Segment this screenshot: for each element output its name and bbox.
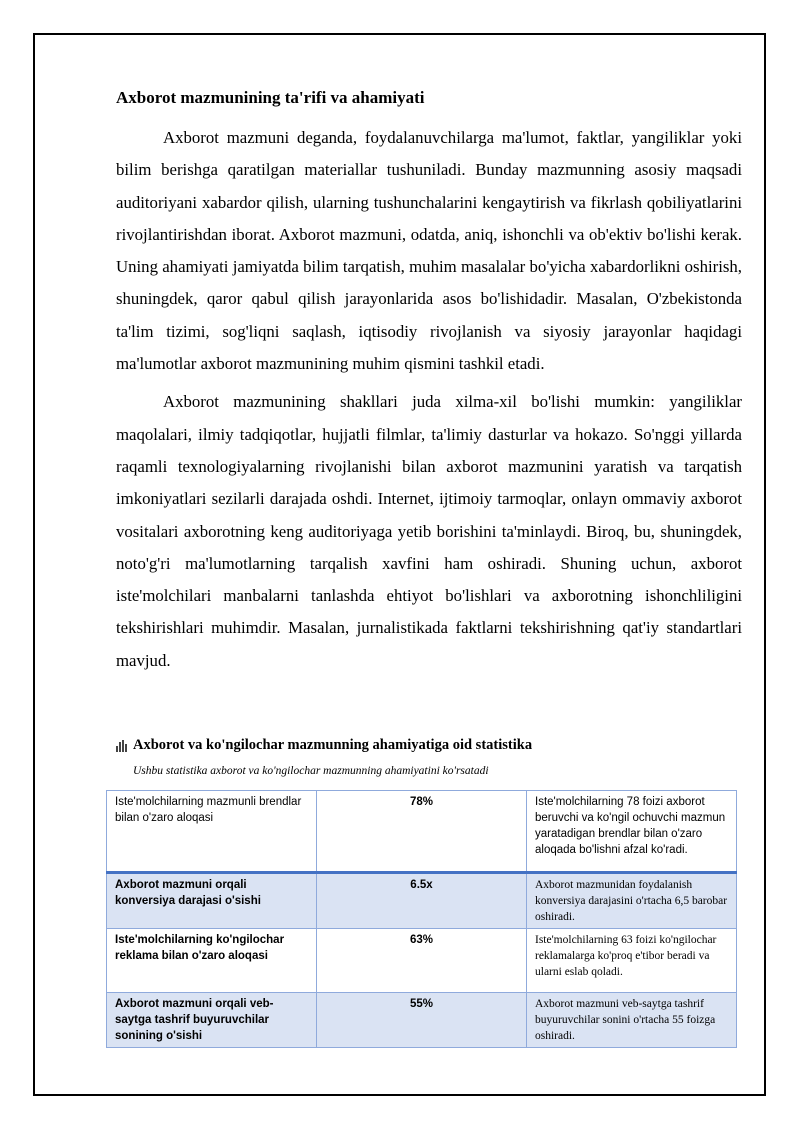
statistics-heading — [116, 737, 532, 754]
stat-value: 6.5x — [317, 873, 527, 929]
statistics-subtitle: Ushbu statistika axborot va ko'ngilochar mazmunning ahamiyatini ko'rsatadi — [133, 765, 489, 777]
section-title: Axborot mazmunining ta'rifi va ahamiyati — [116, 88, 425, 107]
paragraph-2: Axborot mazmunining shakllari juda xilma-xil bo'lishi mumkin: yangiliklar maqolalari, ilmiy tadqiqotlar, hujjatli filmlar, ta'limiy dasturlar va hokazo. So'nggi yillarda raqamli texnologiyalarning rivojlanishi bilan axborot mazmunini yaratish va tarqatish imkoniyatlari sezilarli darajada oshdi. Internet, ijtimoiy tarmoqlar, onlayn ommaviy axborot vositalari axborotning keng auditoriyaga yetib borishini ta'minlaydi. Biroq, bu, shuningdek, noto'g'ri ma'lumotlarning tarqalish xavfini ham oshiradi. Shuning uchun, axborot iste'molchilari manbalarni tanlashda ehtiyot bo'lishlari va axborotning ishonchliligini tekshirishlari muhimdir. Masalan, jurnalistikada faktlarni tekshirishning qat'iy standartlari mavjud. — [116, 392, 742, 670]
stat-value: 55% — [317, 993, 527, 1048]
bar-chart-icon — [116, 740, 127, 752]
document-body — [116, 86, 742, 683]
table-row — [107, 993, 737, 1048]
paragraph-1: Axborot mazmuni deganda, foydalanuvchilarga ma'lumot, faktlar, yangiliklar yoki bilim berishga qaratilgan materiallar tushuniladi. Bunday mazmunning asosiy maqsadi auditoriyani xabardor qilish, ularning tushunchalarini kengaytirish va fikrlash qobiliyatlarini rivojlantirishdan iborat. Axborot mazmuni, odatda, aniq, ishonchli va ob'ektiv bo'lishi kerak. Uning ahamiyati jamiyatda bilim tarqatish, muhim masalalar bo'yicha xabardorlikni oshirish, shuningdek, qaror qabul qilish jarayonlarida asos bo'lishidadir. Masalan, O'zbekistonda ta'lim tizimi, sog'liqni saqlash, iqtisodiy rivojlanish va siyosiy jarayonlar haqidagi ma'lumotlar axborot mazmunining muhim qismini tashkil etadi. — [116, 128, 742, 374]
stat-label: Iste'molchilarning ko'ngilochar reklama bilan o'zaro aloqasi — [107, 929, 317, 993]
stat-label: Iste'molchilarning mazmunli brendlar bilan o'zaro aloqasi — [107, 791, 317, 873]
statistics-title: Axborot va ko'ngilochar mazmunning ahamiyatiga oid statistika — [133, 737, 533, 753]
table-row — [107, 929, 737, 993]
table-row — [107, 873, 737, 929]
stat-description: Axborot mazmunidan foydalanish konversiya darajasini o'rtacha 6,5 barobar oshiradi. — [527, 873, 737, 929]
stat-label: Axborot mazmuni orqali veb-saytga tashrif buyuruvchilar sonining o'sishi — [107, 993, 317, 1048]
stat-description: Iste'molchilarning 78 foizi axborot beruvchi va ko'ngil ochuvchi mazmun yaratadigan brendlar bilan o'zaro aloqada bo'lishni afzal ko'radi. — [527, 791, 737, 873]
stat-description: Axborot mazmuni veb-saytga tashrif buyuruvchilar sonini o'rtacha 55 foizga oshiradi. — [527, 993, 737, 1048]
statistics-table — [106, 790, 737, 1048]
stat-label: Axborot mazmuni orqali konversiya darajasi o'sishi — [107, 873, 317, 929]
stat-value: 63% — [317, 929, 527, 993]
stat-value: 78% — [317, 791, 527, 873]
stat-description: Iste'molchilarning 63 foizi ko'ngilochar reklamalarga ko'proq e'tibor beradi va ularni eslab qoladi. — [527, 929, 737, 993]
table-row — [107, 791, 737, 873]
